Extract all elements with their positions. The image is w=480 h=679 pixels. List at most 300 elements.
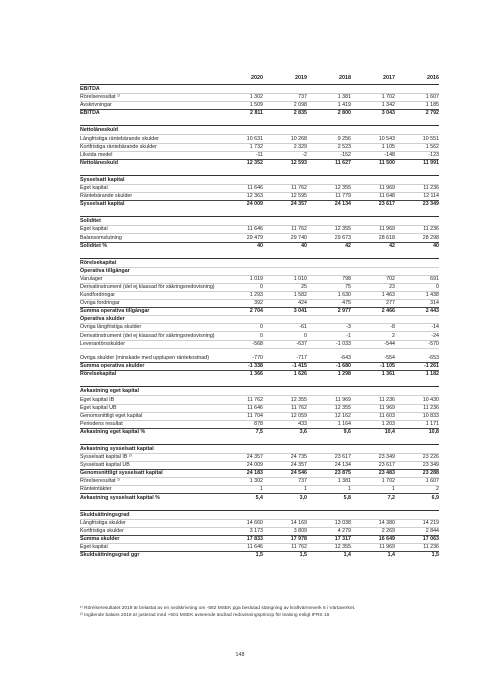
value-cell: 424 [298, 300, 307, 307]
year-header: 2019 [295, 75, 307, 81]
value-cell: 24 735 [290, 454, 307, 461]
table-row [80, 192, 439, 200]
value-cell: 10,8 [428, 428, 439, 435]
value-cell: 2 835 [293, 110, 307, 117]
value-cell: 0 [436, 283, 439, 290]
table-row [80, 225, 439, 233]
value-cell: 10,4 [384, 428, 395, 435]
value-cell: 475 [342, 300, 351, 307]
table-section [80, 258, 439, 379]
value-cell: 1 381 [337, 94, 351, 101]
total-row [80, 469, 439, 477]
row-label: Eget kapital UB [80, 404, 117, 411]
table-row [80, 101, 439, 109]
value-cell: 1 019 [249, 275, 263, 282]
row-label: Övriga skulder (minskade med upplupen räntekostnad) [80, 354, 209, 361]
value-cell: -11 [255, 151, 263, 158]
value-cell: 1 438 [425, 292, 439, 299]
value-cell: 9,6 [343, 428, 351, 435]
footnotes [80, 606, 439, 620]
value-cell: 1 607 [425, 94, 439, 101]
value-cell: 23 226 [422, 454, 439, 461]
section-heading-row [80, 511, 439, 519]
value-cell: 12 162 [334, 412, 351, 419]
section-heading-row [80, 85, 439, 93]
value-cell: 1 702 [381, 94, 395, 101]
value-cell: 23 875 [334, 470, 351, 477]
value-cell: 23 349 [378, 454, 395, 461]
table-row [80, 461, 439, 469]
value-cell: 11 236 [423, 226, 439, 233]
value-cell: 11 762 [291, 544, 307, 550]
row-label: Övriga långfristiga skulder [80, 324, 142, 331]
row-label: Sysselsatt kapital [80, 201, 125, 208]
row-label: Genomsnittligt eget kapital [80, 412, 143, 419]
row-label: Avkastning sysselsatt kapital [80, 445, 154, 452]
value-cell: 24 134 [334, 462, 351, 469]
value-cell: 12 114 [423, 193, 439, 200]
value-cell: 1 607 [425, 478, 439, 485]
value-cell: 1 732 [249, 143, 263, 150]
value-cell: 11 646 [247, 226, 263, 233]
value-cell: 17 063 [422, 535, 439, 542]
value-cell: 2 466 [381, 308, 395, 315]
row-label: Leverantörsskulder [80, 340, 126, 347]
value-cell: 23 349 [422, 462, 439, 469]
table-row [80, 299, 439, 307]
value-cell: 11 646 [247, 404, 263, 411]
value-cell: -148 [384, 151, 395, 158]
value-cell: 3 809 [293, 527, 307, 534]
section-heading-row [80, 217, 439, 225]
year-header: 2018 [339, 75, 351, 81]
value-cell: -1 338 [247, 363, 263, 370]
table-row [80, 143, 439, 151]
value-cell: 9 256 [337, 135, 351, 142]
value-cell: 7,2 [387, 494, 395, 501]
row-label: Kundfordringar [80, 292, 116, 299]
footnote-1: ¹⁾ Rörelseresultatet 2019 är belastat av en nedskrivning om -582 MSEK pga beslutad stängning av kraftvärmeverk 6 i Värtaverket. [80, 606, 356, 611]
value-cell: 23 617 [334, 454, 351, 461]
total-row [80, 362, 439, 370]
value-cell: 12 355 [334, 185, 351, 192]
value-cell: 12 355 [290, 396, 307, 403]
table-row [80, 340, 439, 348]
value-cell: 0 [260, 332, 263, 339]
value-cell: 1 366 [249, 371, 263, 378]
value-cell: 11 969 [379, 544, 395, 550]
value-cell: 11 646 [247, 185, 263, 192]
value-cell: 1,5 [299, 552, 307, 559]
value-cell: 1 [392, 486, 395, 493]
row-label: Avkastning sysselsatt kapital % [80, 494, 160, 501]
table-row [80, 275, 439, 283]
row-label: Sysselsatt kapital UB [80, 462, 130, 469]
value-cell: 10 268 [290, 135, 307, 142]
value-cell: -1 680 [335, 363, 351, 370]
row-label: Avskrivningar [80, 102, 112, 109]
value-cell: 24 134 [334, 201, 351, 208]
section-heading-row [80, 176, 439, 184]
value-cell: 3 043 [381, 110, 395, 117]
value-cell: 14 660 [246, 519, 263, 526]
value-cell: 1 203 [381, 420, 395, 427]
value-cell: -2 [302, 151, 307, 158]
value-cell: 2 329 [293, 143, 307, 150]
value-cell: 3 173 [249, 527, 263, 534]
section-heading-row [80, 387, 439, 395]
value-cell: 11 762 [291, 226, 307, 233]
value-cell: 3 041 [293, 308, 307, 315]
value-cell: 702 [386, 275, 395, 282]
row-label: Skuldsättningsgrad [80, 511, 130, 518]
value-cell: 24 357 [246, 454, 263, 461]
table-section [80, 175, 439, 208]
value-cell: 23 617 [378, 201, 395, 208]
total-row [80, 493, 439, 501]
row-label: Summa skulder [80, 535, 120, 542]
value-cell: 2 [436, 486, 439, 493]
value-cell: 25 [301, 283, 307, 290]
value-cell: -24 [431, 332, 439, 339]
value-cell: 1 342 [381, 102, 395, 109]
value-cell: -637 [296, 340, 307, 347]
value-cell: 1 182 [425, 371, 439, 378]
table-row [80, 453, 439, 461]
value-cell: 1 298 [337, 371, 351, 378]
row-label: Nettolåneskuld [80, 127, 118, 134]
row-label: Derivatinstrument (del ej klassad för säkringsredovisning) [80, 283, 215, 290]
key-figures-table [80, 73, 439, 559]
value-cell: 40 [433, 242, 439, 249]
section-heading-row [80, 259, 439, 267]
table-row [80, 93, 439, 101]
year-header: 2016 [427, 75, 439, 81]
value-cell: 878 [254, 420, 263, 427]
value-cell: 24 009 [246, 462, 263, 469]
year-header: 2020 [251, 75, 263, 81]
value-cell: 11 969 [379, 226, 395, 233]
value-cell: 1 702 [381, 478, 395, 485]
row-label: Kortfristiga räntebärande skulder [80, 143, 157, 150]
value-cell: 737 [298, 478, 307, 485]
row-label: Operativa tillgångar [80, 267, 130, 274]
value-cell: 1,4 [387, 552, 395, 559]
row-label: Avkastning eget kapital % [80, 428, 146, 435]
value-cell: 1 509 [249, 102, 263, 109]
total-row [80, 370, 439, 378]
value-cell: 16 649 [378, 535, 395, 542]
value-cell: -653 [428, 355, 439, 362]
value-cell: 737 [298, 94, 307, 101]
value-cell: 11 627 [335, 159, 351, 166]
value-cell: 24 183 [246, 470, 263, 477]
value-cell: 23 288 [422, 470, 439, 477]
value-cell: -717 [296, 355, 307, 362]
row-label: Soliditet % [80, 242, 108, 249]
table-row [80, 348, 439, 363]
table-row [80, 527, 439, 535]
value-cell: -770 [252, 355, 263, 362]
value-cell: 40 [301, 242, 307, 249]
value-cell: 12 352 [246, 159, 263, 166]
table-row [80, 404, 439, 412]
value-cell: 23 483 [378, 470, 395, 477]
value-cell: 1 293 [249, 292, 263, 299]
value-cell: 11 779 [335, 193, 351, 200]
value-cell: 12 355 [334, 544, 351, 550]
row-label: Soliditet [80, 218, 101, 225]
value-cell: 12 355 [334, 226, 351, 233]
value-cell: 1 582 [293, 292, 307, 299]
value-cell: 798 [342, 275, 351, 282]
value-cell: 14 219 [422, 519, 439, 526]
value-cell: 7,5 [255, 428, 263, 435]
row-label: Kortfristiga skulder [80, 527, 124, 534]
table-row [80, 184, 439, 192]
value-cell: 24 546 [290, 470, 307, 477]
value-cell: 1 302 [249, 94, 263, 101]
row-label: Summa operativa skulder [80, 363, 145, 370]
value-cell: 2 523 [337, 143, 351, 150]
value-cell: 314 [430, 300, 439, 307]
value-cell: -554 [384, 355, 395, 362]
value-cell: 1 302 [249, 478, 263, 485]
value-cell: 12 593 [290, 159, 307, 166]
row-label: Sysselsatt kapital IB ²⁾ [80, 454, 132, 461]
row-label: Eget kapital [80, 185, 108, 192]
table-row [80, 233, 439, 241]
row-label: Rörelseresultat ¹⁾ [80, 94, 121, 101]
table-section [80, 510, 439, 560]
value-cell: 11 991 [423, 159, 439, 166]
table-row [80, 477, 439, 485]
value-cell: 1 185 [425, 102, 439, 109]
value-cell: 11 648 [379, 193, 395, 200]
value-cell: 1 105 [381, 143, 395, 150]
value-cell: 2 977 [337, 308, 351, 315]
table-section [80, 444, 439, 502]
value-cell: 42 [345, 242, 351, 249]
value-cell: 10 551 [422, 135, 439, 142]
row-label: Avkastning eget kapital [80, 388, 139, 395]
value-cell: 5,8 [343, 494, 351, 501]
row-label: Skuldsättningsgrad ggr [80, 552, 140, 559]
value-cell: -1 [346, 332, 351, 339]
value-cell: 392 [254, 300, 263, 307]
row-label: EBITDA [80, 86, 100, 93]
value-cell: 12 363 [246, 193, 263, 200]
table-row [80, 519, 439, 527]
value-cell: 24 357 [290, 462, 307, 469]
value-cell: 29 740 [290, 234, 307, 241]
table-row [80, 331, 439, 339]
table-row [80, 412, 439, 420]
value-cell: 11 236 [379, 396, 395, 403]
footnote-2: ²⁾ Ingående balans 2019 är justerad med +601 MSEK avseende ändrad redovisningsprincip för leasing enligt IFRS 16 [80, 612, 330, 618]
value-cell: 11 969 [379, 185, 395, 192]
value-cell: -568 [252, 340, 263, 347]
value-cell: 11 704 [247, 412, 263, 419]
sections [80, 84, 439, 559]
row-label: Nettolåneskuld [80, 159, 118, 166]
value-cell: 24 357 [290, 201, 307, 208]
value-cell: 1 626 [293, 371, 307, 378]
row-label: Ränteintäkter [80, 486, 112, 493]
value-cell: 2 098 [293, 102, 307, 109]
row-label: Långfristiga räntebärande skulder [80, 135, 159, 142]
value-cell: 1,5 [431, 552, 439, 559]
value-cell: 3,6 [299, 428, 307, 435]
row-label: Övriga fordringar [80, 300, 120, 307]
value-cell: 11 646 [247, 544, 263, 550]
row-label: Rörelsekapital [80, 259, 117, 266]
value-cell: 12 059 [290, 412, 307, 419]
value-cell: 2 792 [425, 110, 439, 117]
table-row [80, 283, 439, 291]
table-row [80, 420, 439, 428]
value-cell: 4 279 [337, 527, 351, 534]
value-cell: 10 543 [378, 135, 395, 142]
value-cell: 1 010 [293, 275, 307, 282]
table-header [80, 73, 439, 81]
value-cell: 40 [257, 242, 263, 249]
value-cell: 2 844 [425, 527, 439, 534]
row-label: Långfristiga skulder [80, 519, 126, 526]
value-cell: 1,5 [255, 552, 263, 559]
row-label: Genomsnittligt sysselsatt kapital [80, 470, 163, 477]
value-cell: -14 [431, 324, 439, 331]
value-cell: 1,4 [343, 552, 351, 559]
total-row [80, 307, 439, 315]
value-cell: 11 236 [423, 544, 439, 550]
year-header: 2017 [383, 75, 395, 81]
value-cell: 13 038 [334, 519, 351, 526]
table-section [80, 125, 439, 166]
value-cell: -123 [428, 151, 439, 158]
value-cell: -570 [428, 340, 439, 347]
value-cell: -1 033 [335, 340, 351, 347]
value-cell: 1 361 [381, 371, 395, 378]
table-row [80, 543, 439, 551]
table-row [80, 485, 439, 493]
value-cell: 1 562 [425, 143, 439, 150]
value-cell: 11 500 [379, 159, 395, 166]
value-cell: 0 [260, 324, 263, 331]
value-cell: -1 415 [291, 363, 307, 370]
row-label: Rörelseresultat ¹⁾ [80, 478, 121, 485]
value-cell: 1 381 [337, 478, 351, 485]
value-cell: 23 617 [378, 462, 395, 469]
row-label: Rörelsekapital [80, 371, 117, 378]
value-cell: 11 762 [247, 396, 263, 403]
value-cell: 0 [260, 283, 263, 290]
value-cell: 277 [386, 300, 395, 307]
value-cell: 10 833 [422, 412, 439, 419]
value-cell: 29 479 [246, 234, 263, 241]
value-cell: 1 [260, 486, 263, 493]
value-cell: 11 236 [423, 404, 439, 411]
page-number: 148 [235, 652, 245, 658]
value-cell: 2 269 [381, 527, 395, 534]
value-cell: 11 603 [379, 412, 395, 419]
row-label: Balansomslutning [80, 234, 122, 241]
value-cell: 42 [389, 242, 395, 249]
value-cell: 1 463 [381, 292, 395, 299]
value-cell: 3,0 [299, 494, 307, 501]
value-cell: 11 969 [335, 396, 351, 403]
total-row [80, 159, 439, 167]
value-cell: 1 [348, 486, 351, 493]
row-label: Varulager [80, 275, 103, 282]
value-cell: 2 704 [249, 308, 263, 315]
total-row [80, 428, 439, 436]
value-cell: -1 105 [379, 363, 395, 370]
row-label: EBITDA [80, 110, 100, 117]
row-label: Eget kapital IB [80, 396, 115, 403]
row-label: Summa operativa tillgångar [80, 308, 150, 315]
row-label: Eget kapital [80, 226, 108, 233]
value-cell: 2 811 [250, 110, 263, 117]
value-cell: 12 355 [334, 404, 351, 411]
value-cell: -61 [299, 324, 307, 331]
value-cell: 6,9 [431, 494, 439, 501]
value-cell: 0 [304, 332, 307, 339]
value-cell: 28 618 [378, 234, 395, 241]
value-cell: 1 [304, 486, 307, 493]
value-cell: 1 419 [337, 102, 351, 109]
value-cell: 10 631 [246, 135, 263, 142]
value-cell: 17 978 [290, 535, 307, 542]
total-row [80, 109, 439, 117]
value-cell: -152 [340, 151, 351, 158]
value-cell: 17 317 [334, 535, 351, 542]
table-row [80, 395, 439, 403]
value-cell: 11 762 [291, 404, 307, 411]
value-cell: 14 380 [378, 519, 395, 526]
total-row [80, 200, 439, 208]
section-heading-row [80, 126, 439, 134]
row-label: Likvida medel [80, 151, 113, 158]
value-cell: 11 969 [379, 404, 395, 411]
value-cell: 24 009 [246, 201, 263, 208]
value-cell: 29 673 [334, 234, 351, 241]
row-label: Sysselsatt kapital [80, 176, 125, 183]
row-label: Eget kapital [80, 544, 108, 550]
value-cell: 11 762 [291, 185, 307, 192]
value-cell: -8 [390, 324, 395, 331]
value-cell: -1 261 [423, 363, 439, 370]
value-cell: 12 595 [290, 193, 307, 200]
table-section [80, 386, 439, 436]
total-row [80, 551, 439, 559]
value-cell: 14 169 [290, 519, 307, 526]
section-heading-row [80, 267, 439, 275]
table-row [80, 291, 439, 299]
section-heading-row [80, 315, 439, 323]
table-section [80, 216, 439, 249]
value-cell: 10 430 [422, 396, 439, 403]
value-cell: 23 349 [422, 201, 439, 208]
value-cell: 2 443 [425, 308, 439, 315]
value-cell: 1 171 [425, 420, 439, 427]
value-cell: 5,4 [255, 494, 263, 501]
value-cell: 2 800 [337, 110, 351, 117]
value-cell: 1 164 [337, 420, 351, 427]
row-label: Derivatinstrument (del ej klassad för säkringsredovisning) [80, 332, 215, 339]
section-heading-row [80, 445, 439, 453]
value-cell: 2 [392, 332, 395, 339]
